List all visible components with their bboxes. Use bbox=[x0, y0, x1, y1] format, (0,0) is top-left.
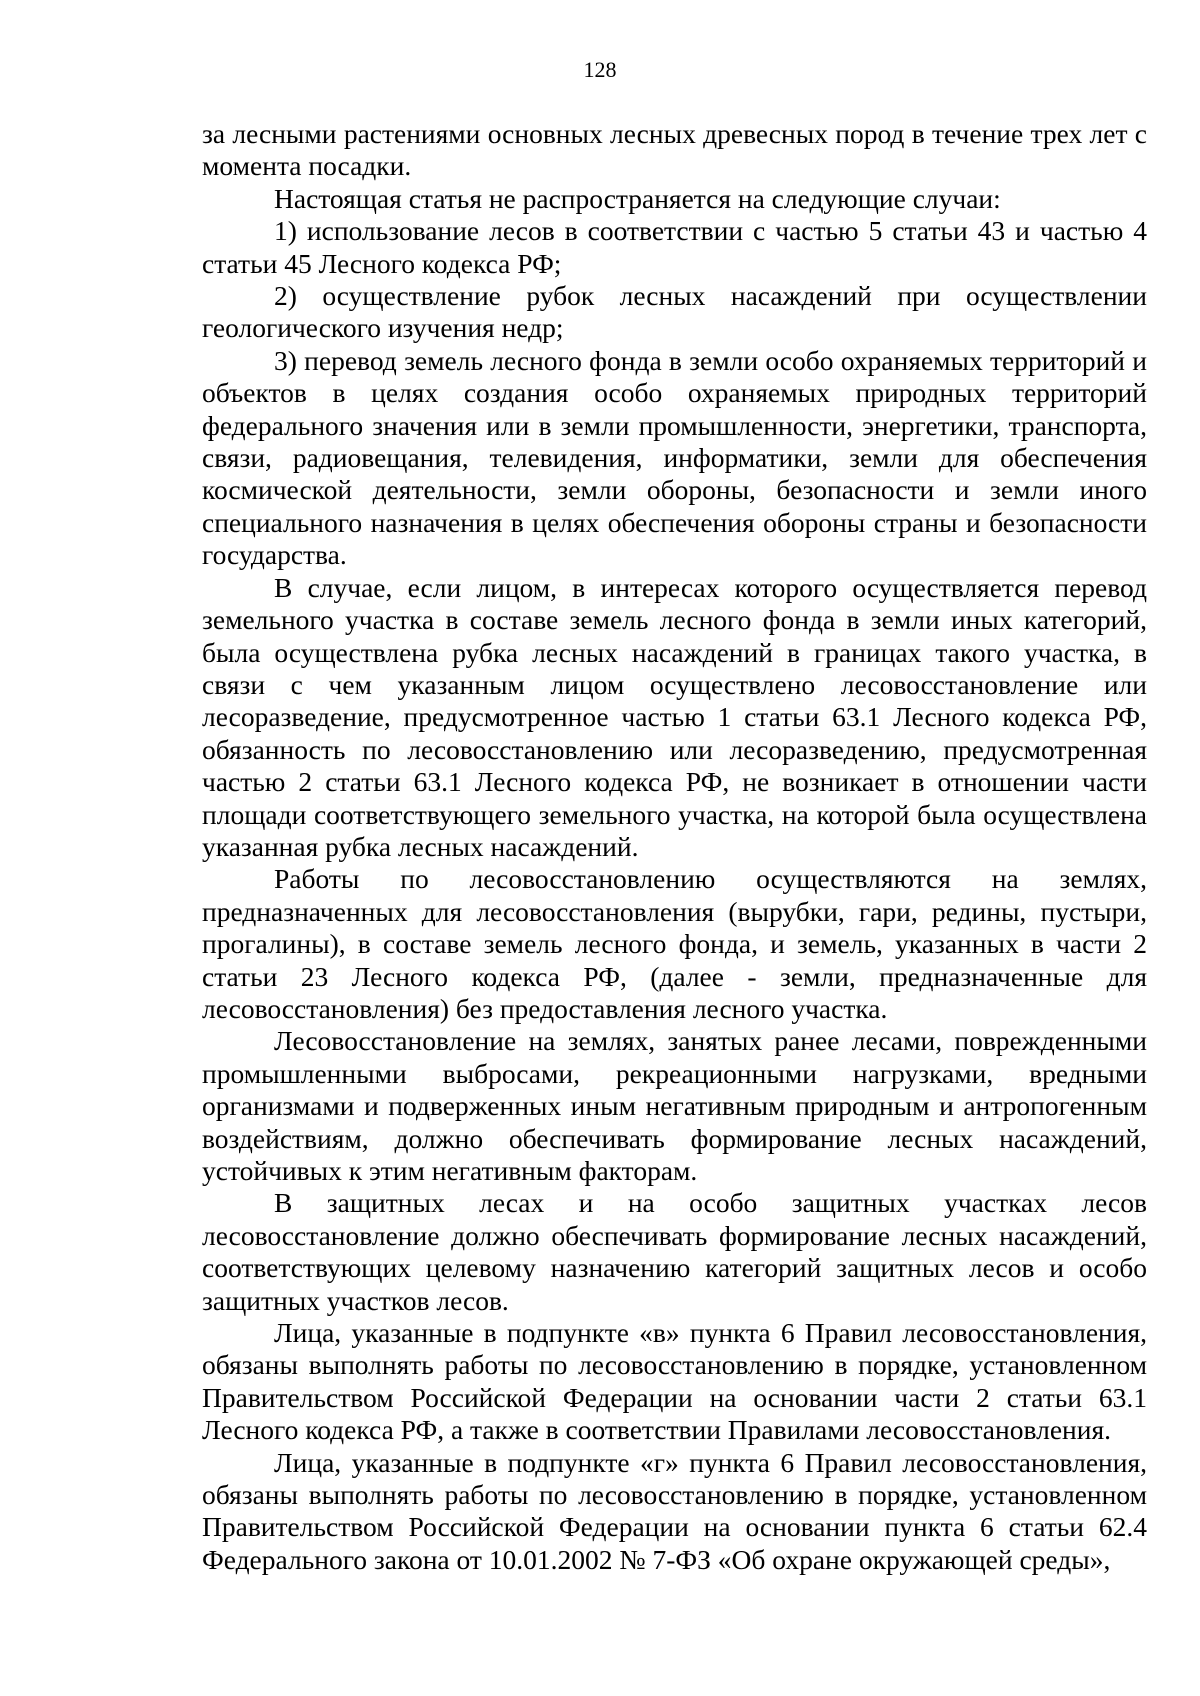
paragraph-continuation: за лесными растениями основных лесных древесных пород в течение трех лет с момента посадки. bbox=[202, 118, 1147, 182]
paragraph-persons-v: Лица, указанные в подпункте «в» пункта 6 Правил лесовосстановления, обязаны выполнять работы по лесовосстановлению в порядке, установленном Правительством Российской Федерации на основании части 2 статьи 63.1 Лесного кодекса РФ, а также в соответствии Правилами лесовосстановления. bbox=[202, 1317, 1147, 1446]
paragraph-exception-3: 3) перевод земель лесного фонда в земли особо охраняемых территорий и объектов в целях создания особо охраняемых природных территорий федерального значения или в земли промышленности, энергетики, транспорта, связи, радиовещания, телевидения, информатики, земли для обеспечения космической деятельности, земли обороны, безопасности и земли иного специального назначения в целях обеспечения обороны страны и безопасности государства. bbox=[202, 344, 1147, 571]
paragraph-persons-g: Лица, указанные в подпункте «г» пункта 6 Правил лесовосстановления, обязаны выполнять работы по лесовосстановлению в порядке, установленном Правительством Российской Федерации на основании пункта 6 статьи 62.4 Федерального закона от 10.01.2002 № 7-ФЗ «Об охране окружающей среды», bbox=[202, 1446, 1147, 1575]
paragraph-works-lands: Работы по лесовосстановлению осуществляются на землях, предназначенных для лесовосстановления (вырубки, гари, редины, пустыри, прогалины), в составе земель лесного фонда, и земель, указанных в части 2 статьи 23 Лесного кодекса РФ, (далее - земли, предназначенные для лесовосстановления) без предоставления лесного участка. bbox=[202, 863, 1147, 1024]
paragraph-exception-2: 2) осуществление рубок лесных насаждений при осуществлении геологического изучения недр; bbox=[202, 280, 1147, 344]
paragraph-land-transfer: В случае, если лицом, в интересах которого осуществляется перевод земельного участка в составе земель лесного фонда в земли иных категорий, была осуществлена рубка лесных насаждений в границах такого участка, в связи с чем указанным лицом осуществлено лесовосстановление или лесоразведение, предусмотренное частью 1 статьи 63.1 Лесного кодекса РФ, обязанность по лесовосстановлению или лесоразведению, предусмотренная частью 2 статьи 63.1 Лесного кодекса РФ, не возникает в отношении части площади соответствующего земельного участка, на которой была осуществлена указанная рубка лесных насаждений. bbox=[202, 571, 1147, 862]
paragraph-protective-forests: В защитных лесах и на особо защитных участках лесов лесовосстановление должно обеспечивать формирование лесных насаждений, соответствующих целевому назначению категорий защитных лесов и особо защитных участков лесов. bbox=[202, 1187, 1147, 1316]
document-body bbox=[202, 118, 1147, 1576]
paragraph-exceptions-intro: Настоящая статья не распространяется на следующие случаи: bbox=[274, 182, 1001, 214]
paragraph-damaged-forests: Лесовосстановление на землях, занятых ранее лесами, поврежденными промышленными выбросами, рекреационными нагрузками, вредными организмами и подверженных иным негативным природным и антропогенным воздействиям, должно обеспечивать формирование лесных насаждений, устойчивых к этим негативным факторам. bbox=[202, 1025, 1147, 1186]
paragraph-exception-1: 1) использование лесов в соответствии с частью 5 статьи 43 и частью 4 статьи 45 Лесного кодекса РФ; bbox=[202, 215, 1147, 279]
page-number: 128 bbox=[583, 57, 617, 82]
